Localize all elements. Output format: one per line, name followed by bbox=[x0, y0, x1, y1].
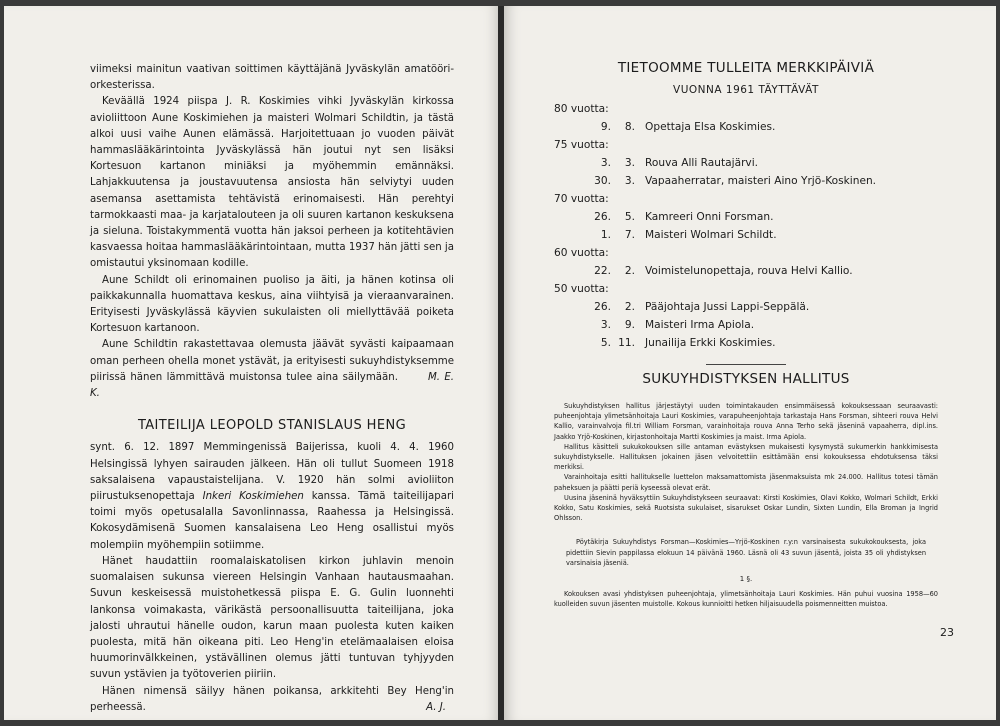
minutes-block bbox=[554, 537, 938, 568]
day: 3. bbox=[600, 157, 611, 169]
month: 11. bbox=[618, 337, 635, 349]
heng-spouse-name: Inkeri Koskimiehen bbox=[202, 491, 304, 503]
paragraph-home: Aune Schildt oli erinomainen puoliso ja äiti, ja hänen kotinsa oli paikkakunnalla huomattava keskus, aina viihtyisä ja vieraanvarainen. Erityisesti Jyväskylässä käyvien sukulaisten oli miellyttävää poiketa Kortesuon kartanoon. bbox=[90, 274, 454, 335]
age-group-50 bbox=[554, 280, 938, 352]
section-marker: 1 §. bbox=[739, 575, 753, 584]
age-group-70 bbox=[554, 190, 938, 244]
minutes-paragraph-1: Kokouksen avasi yhdistyksen puheenjohtaja, ylimetsänhoitaja Lauri Koskimies. Hän puhui vuosina 1958—60 kuolleiden suvun jäsenten muistolle. Kokous kunnioitti hetken hiljaisuudella poismenneitten muistoa. bbox=[554, 590, 938, 609]
anniversary-row bbox=[554, 154, 938, 172]
day: 26. bbox=[594, 211, 611, 223]
person: Maisteri Wolmari Schildt. bbox=[645, 229, 777, 241]
anniversary-row bbox=[554, 208, 938, 226]
person: Maisteri Irma Apiola. bbox=[645, 319, 755, 331]
board-paragraph-2: Hallitus käsitteli sukukokouksen sille antaman evästyksen mukaisesti kysymystä sukumerkin hankkimisesta sukuyhdistykselle. Hallituksen jokainen jäsen velvoitettiin esittämään ensi kokouksessa ehdotuksensa täksi merkiksi. bbox=[554, 442, 938, 472]
age-label: 50 vuotta: bbox=[554, 283, 609, 295]
left-text-column bbox=[90, 62, 454, 716]
board-title: SUKUYHDISTYKSEN HALLITUS bbox=[642, 371, 850, 387]
anniversary-row bbox=[554, 334, 938, 352]
anniversary-row bbox=[554, 316, 938, 334]
board-paragraph-3: Varainhoitaja esitti hallitukselle luettelon maksamattomista jäsenmaksuista mk 24.000. Hallitus totesi tämän paheksuen ja päätti periä kyseessä olevat erät. bbox=[554, 473, 938, 492]
paragraph-intro: viimeksi mainitun vaativan soittimen käyttäjänä Jyväskylän amatööri-orkesterissa. bbox=[90, 64, 454, 92]
age-group-80 bbox=[554, 100, 938, 136]
anniversary-row bbox=[554, 118, 938, 136]
day: 26. bbox=[594, 301, 611, 313]
age-group-75 bbox=[554, 136, 938, 190]
person: Kamreeri Onni Forsman. bbox=[645, 211, 774, 223]
legacy-text: Hänen nimensä säilyy hänen poikansa, arkkitehti Bey Heng'in perheessä. bbox=[90, 685, 454, 713]
month: 2. bbox=[624, 265, 635, 277]
age-group-60 bbox=[554, 244, 938, 280]
paragraph-heng-burial: Hänet haudattiin roomalaiskatolisen kirkon juhlavin menoin suomalaisen sukunsa viereen Helsingin Vanhaan hautausmaahan. Suvun keskeisessä muistohetkessä piispa E. G. Gulin luonnehti lankonsa voimakasta, värikästä persoonallisuutta taiteilijana, joka jalosti uhrautui hänelle oudon, karun maan puolesta kuten kaiken puolesta, mitä hän oikeana piti. Leo Heng'in etelämaalaisen eloisa huumorinvälkkeinen, ystävällinen olemus jätti tuntuvan tyhjyyden suvun ystävien ja työtoverien piiriin. bbox=[90, 555, 454, 681]
person: Voimistelunopettaja, rouva Helvi Kallio. bbox=[645, 265, 853, 277]
month: 3. bbox=[624, 157, 635, 169]
day: 1. bbox=[600, 229, 611, 241]
anniversary-row bbox=[554, 172, 938, 190]
memory-text: Aune Schildtin rakastettavaa olemusta jäävät syvästi kaipaamaan oman perheen ohella monet ystävät, ja erityisesti sukuyhdistyksemme piirissä hänen lämmittävä muistonsa tulee aina säilymään. bbox=[90, 339, 454, 383]
signature-aj: A. J. bbox=[426, 701, 446, 713]
age-label: 70 vuotta: bbox=[554, 193, 609, 205]
anniversaries-title: TIETOOMME TULLEITA MERKKIPÄIVIÄ bbox=[617, 60, 875, 76]
person: Junailija Erkki Koskimies. bbox=[645, 337, 776, 349]
board-paragraph-1: Sukuyhdistyksen hallitus järjestäytyi uuden toimintakauden ensimmäisessä kokouksessaan seuraavasti: puheenjohtaja ylimetsänhoitaja Lauri Koskimies, varapuheenjohtaja tarkastaja Hans Forsman, sihteeri rouva Helvi Kallio, varainvalvoja fil.tri William Forsman, varainhoitaja rouva Anna Terho sekä jäseninä vapaaherra, dipl.ins. Jaakko Yrjö-Koskinen, kirjastonhoitaja Martti Koskimies ja maist. Irma Apiola. bbox=[554, 402, 938, 441]
month: 2. bbox=[624, 301, 635, 313]
heng-heading: TAITEILIJA LEOPOLD STANISLAUS HENG bbox=[137, 418, 407, 434]
day: 9. bbox=[600, 121, 611, 133]
anniversaries-subtitle: VUONNA 1961 TÄYTTÄVÄT bbox=[673, 84, 819, 96]
day: 22. bbox=[594, 265, 611, 277]
paragraph-heng-bio bbox=[90, 440, 454, 553]
age-label: 60 vuotta: bbox=[554, 247, 609, 259]
section-divider bbox=[706, 364, 786, 365]
heng-bio-end: kanssa. Tämä taiteilijapari toimi myös opetusalalla Savonlinnassa, Raahessa ja Helsingissä. Kokosydämisenä Suomen kansalaisena Leo Heng osallistui myös molempiin myöhempiin sotiimme. bbox=[90, 491, 454, 551]
paragraph-heng-legacy bbox=[90, 684, 454, 716]
page-number: 23 bbox=[940, 626, 954, 639]
left-page bbox=[4, 6, 500, 720]
month: 8. bbox=[624, 121, 635, 133]
month: 5. bbox=[624, 211, 635, 223]
age-label: 75 vuotta: bbox=[554, 139, 609, 151]
day: 5. bbox=[600, 337, 611, 349]
board-paragraph-4: Uusina jäseninä hyväksyttiin Sukuyhdistykseen seuraavat: Kirsti Koskimies, Olavi Kokko, Wolmari Schildt, Erkki Kokko, Satu Koskimies, sekä Ruotsista sukulaiset, sisarukset Oskar Lundin, Sixten Lundin, Ella Broman ja Ingrid Ohlsson. bbox=[554, 493, 938, 523]
age-label: 80 vuotta: bbox=[554, 103, 609, 115]
day: 30. bbox=[594, 175, 611, 187]
person: Rouva Alli Rautajärvi. bbox=[645, 157, 759, 169]
right-text-column bbox=[554, 60, 938, 609]
anniversary-row bbox=[554, 298, 938, 316]
paragraph-memory bbox=[90, 337, 454, 402]
month: 3. bbox=[624, 175, 635, 187]
signature-mek: M. E. K. bbox=[90, 371, 454, 400]
anniversary-row bbox=[554, 226, 938, 244]
minutes-intro: Pöytäkirja Sukuyhdistys Forsman—Koskimies—Yrjö-Koskinen r.y:n varsinaisesta sukukokouksesta, joka pidettiin Sievin pappilassa elokuun 14 päivänä 1960. Läsnä oli 43 suvun jäsentä, joista 35 oli yhdistyksen varsinaisia jäseniä. bbox=[566, 538, 926, 567]
month: 9. bbox=[624, 319, 635, 331]
person: Opettaja Elsa Koskimies. bbox=[645, 121, 776, 133]
month: 7. bbox=[624, 229, 635, 241]
paragraph-marriage: Keväällä 1924 piispa J. R. Koskimies vihki Jyväskylän kirkossa avioliittoon Aune Koskimiehen ja maisteri Wolmari Schildtin, ja tästä alkoi uusi vaihe Aunen elämässä. Harjoitettuaan jo vuoden päivät hammaslääkärintointa Jyväskylässä hän joutui nyt sen lisäksi Kortesuon kartanon miniäksi ja myöhemmin emännäksi. Lahjakkuutensa ja joustavuutensa ansiosta hän selviytyi uuden asemansa asettamista tehtävistä erinomaisesti. Hän perehtyi tarmokkaasti maa- ja karjatalouteen ja oli suuren kartanon keskuksena ja sieluna. Toistakymmentä vuotta hän jaksoi perheen ja kotitehtävien kasvaessa hoitaa hammaslääkärintointaan, mutta 1937 hän jätti sen ja omistautui yksinomaan kodille. bbox=[90, 96, 454, 270]
heng-bio-text: synt. 6. 12. 1897 Memmingenissä Baijerissa, kuoli 4. 4. 1960 Helsingissä lyhyen sairauden jälkeen. Hän oli tullut Suomeen 1918 saksalaisena vapaustaistelijana. V. 1920 hän solmi avioliiton piirustuksenopettaja bbox=[90, 442, 454, 503]
person: Vapaaherratar, maisteri Aino Yrjö-Koskinen. bbox=[645, 175, 877, 187]
anniversary-row bbox=[554, 262, 938, 280]
day: 3. bbox=[600, 319, 611, 331]
person: Pääjohtaja Jussi Lappi-Seppälä. bbox=[645, 301, 810, 313]
